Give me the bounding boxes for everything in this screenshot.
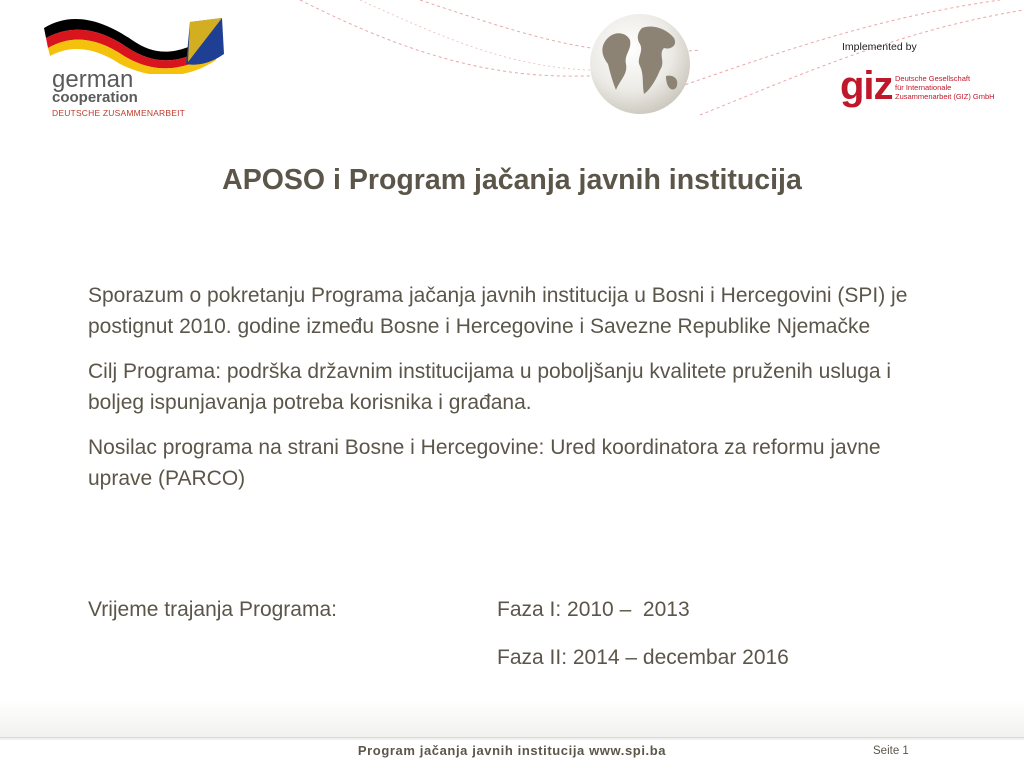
footer-band bbox=[0, 700, 1024, 740]
giz-mark: giz bbox=[840, 64, 893, 108]
giz-line-1: Deutsche Gesellschaft bbox=[895, 74, 971, 83]
paragraph-holder: Nosilac programa na strani Bosne i Hercegovine: Ured koordinatora za reformu javne uprave (PARCO) bbox=[88, 436, 881, 490]
footer-text: Program jačanja javnih institucija www.spi.ba bbox=[357, 743, 667, 758]
giz-line-2: für Internationale bbox=[895, 83, 952, 92]
logo-text-cooperation: cooperation bbox=[52, 89, 138, 106]
slide-title: APOSO i Program jačanja javnih institucija bbox=[222, 164, 802, 196]
slide-body bbox=[88, 280, 948, 508]
page-number: Seite 1 bbox=[873, 745, 909, 757]
giz-line-3: Zusammenarbeit (GIZ) GmbH bbox=[895, 92, 995, 101]
logo-text-deutsche: DEUTSCHE ZUSAMMENARBEIT bbox=[52, 108, 186, 118]
duration-label: Vrijeme trajanja Programa: bbox=[88, 598, 337, 621]
phase-one: Faza I: 2010 – 2013 bbox=[497, 598, 690, 621]
giz-company-name bbox=[895, 74, 995, 101]
footer-divider bbox=[0, 737, 1024, 738]
paragraph-agreement: Sporazum o pokretanju Programa jačanja javnih institucija u Bosni i Hercegovini (SPI) je postignut 2010. godine između Bosne i Hercegovine i Savezne Republike Njemačke bbox=[88, 284, 908, 338]
implemented-by-label: Implemented by bbox=[842, 41, 917, 53]
german-cooperation-logo bbox=[40, 14, 230, 124]
phase-two: Faza II: 2014 – decembar 2016 bbox=[497, 646, 789, 669]
logo-text-german: german bbox=[52, 66, 134, 93]
german-bosnian-flag-ribbon-icon bbox=[40, 14, 230, 74]
globe-icon bbox=[586, 10, 694, 118]
giz-logo bbox=[840, 66, 1000, 110]
paragraph-goal: Cilj Programa: podrška državnim institucijama u poboljšanju kvalitete pruženih usluga i boljeg ispunjavanja potreba korisnika i građana. bbox=[88, 360, 892, 414]
